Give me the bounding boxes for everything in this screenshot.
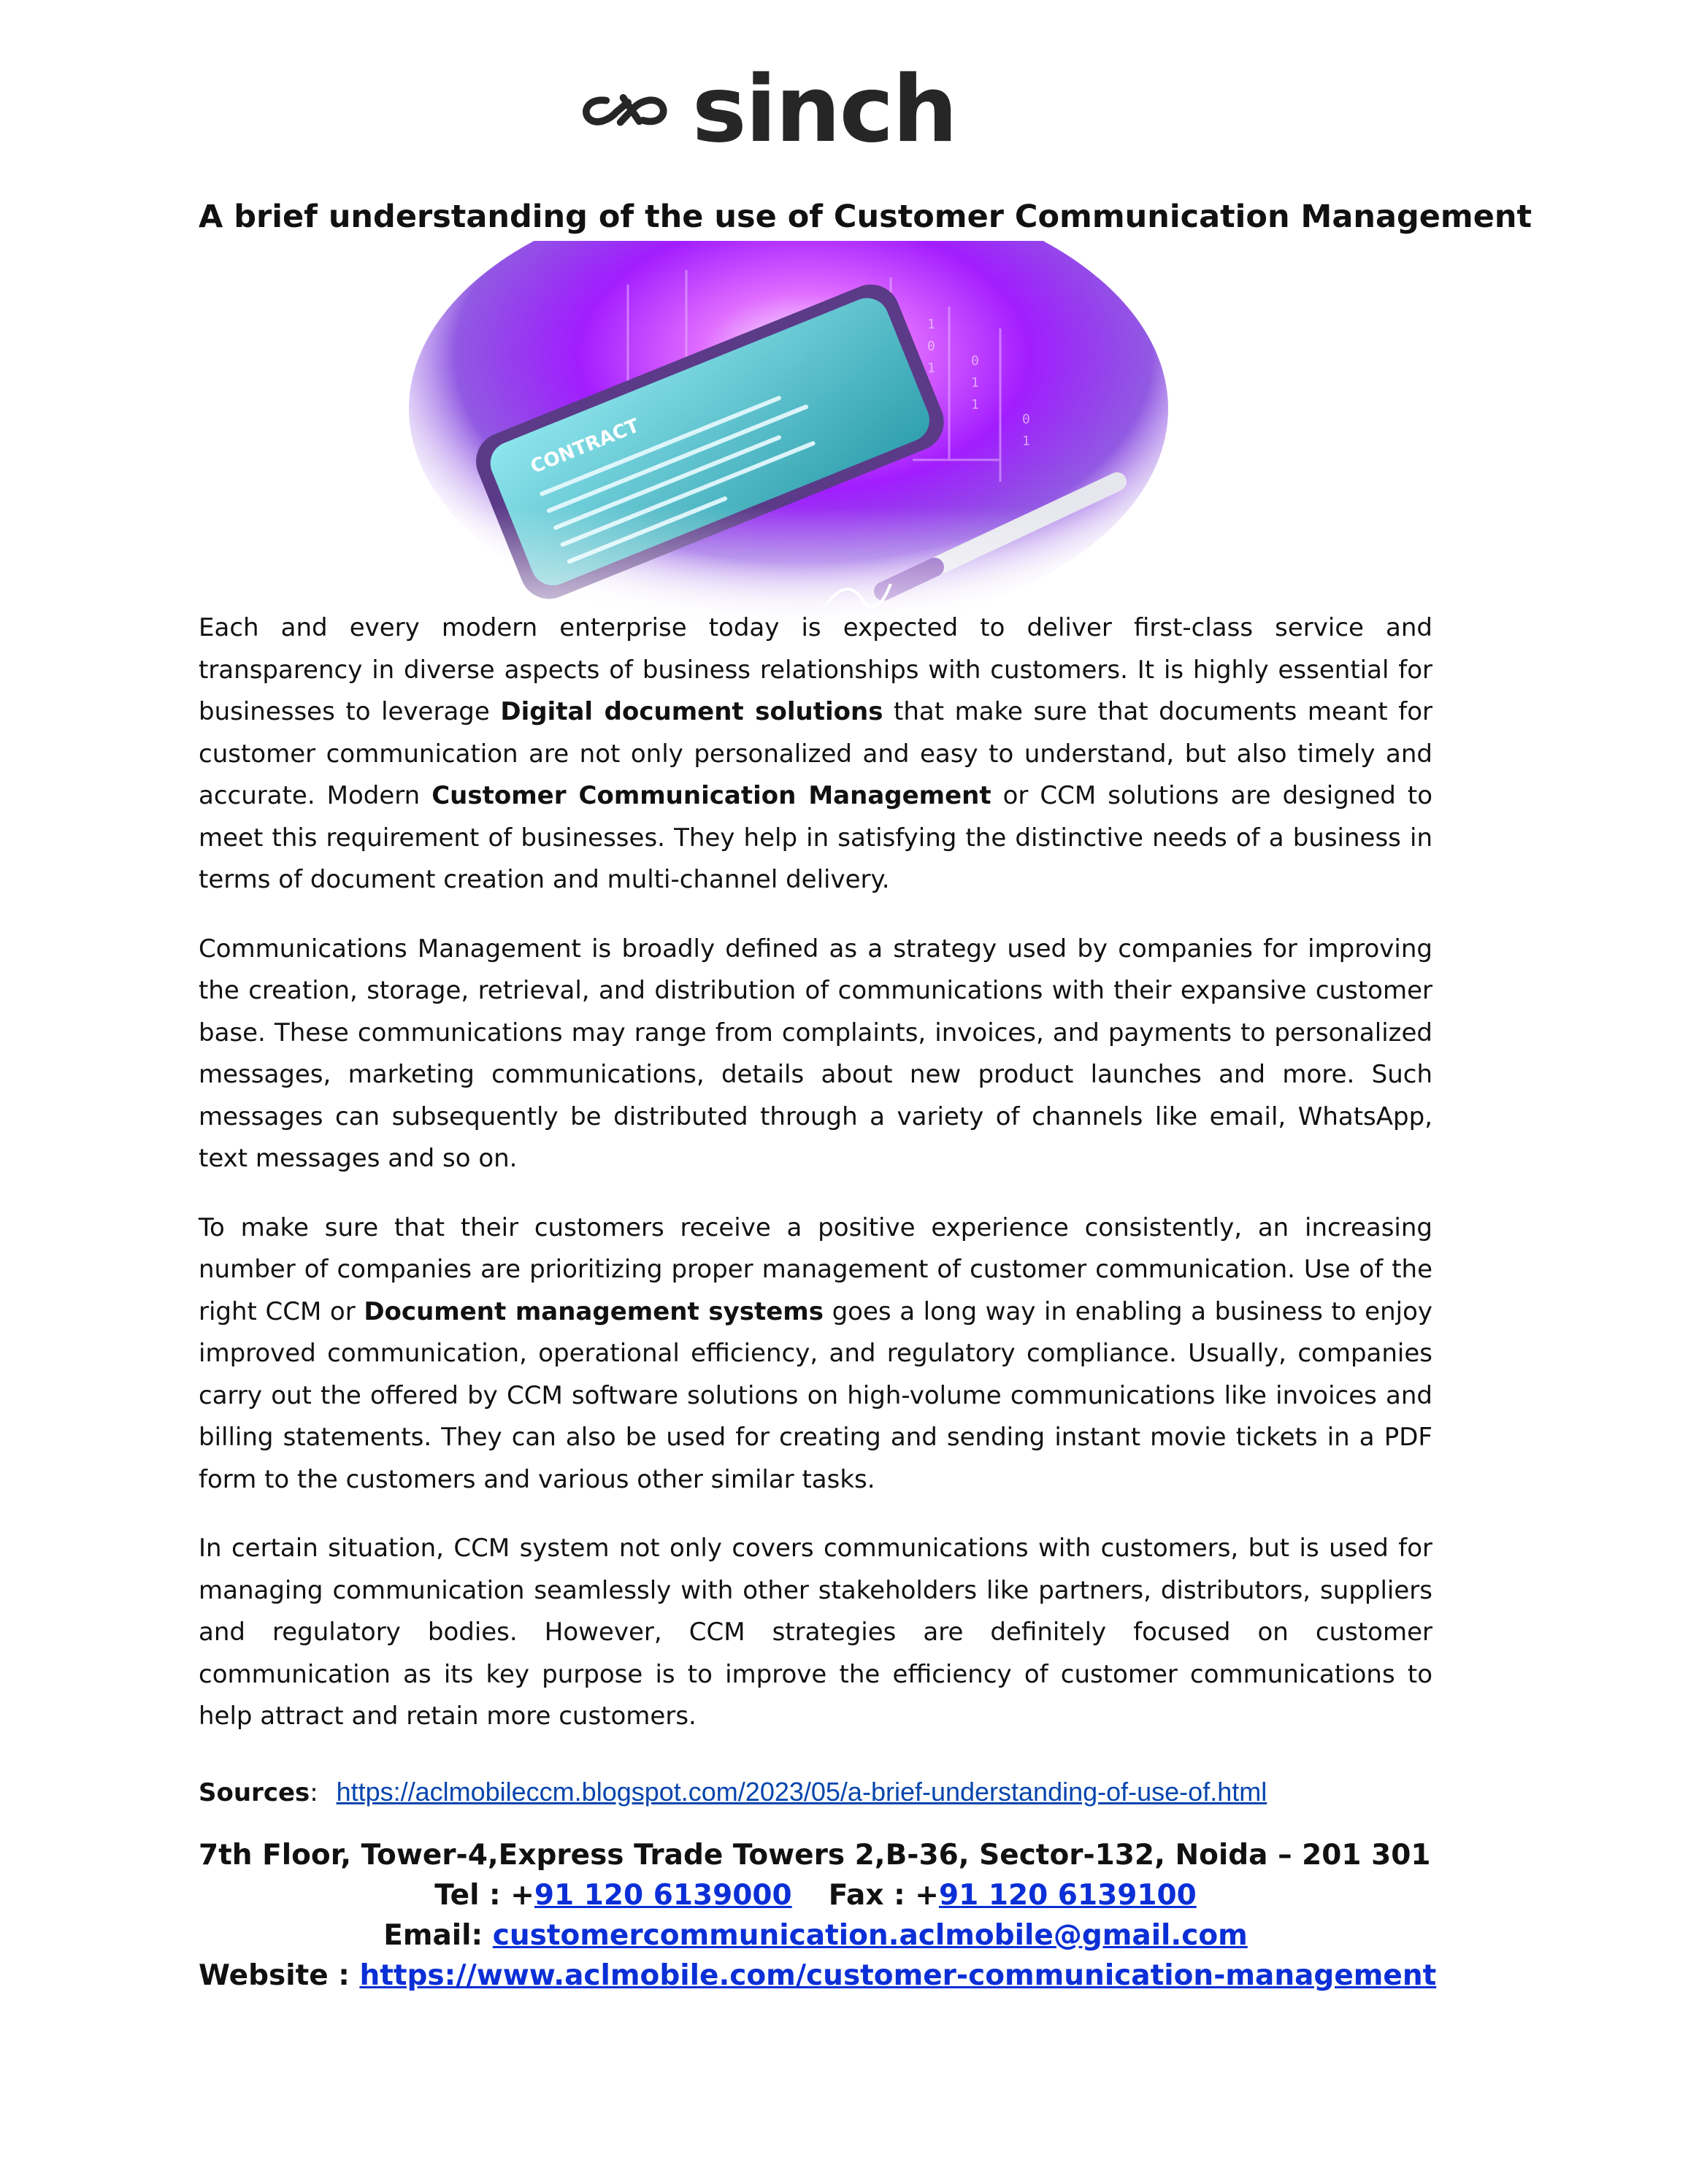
brand-wordmark: sinch bbox=[691, 55, 956, 163]
contact-footer bbox=[199, 1835, 1437, 1996]
sources-line: Sources: https://aclmobileccm.blogspot.com/2023/05/a-brief-understanding-of-use-of.html bbox=[199, 1777, 1267, 1807]
sources-label: Sources bbox=[199, 1778, 310, 1807]
paragraph-1: Each and every modern enterprise today is expected to deliver first-class service and transparency in diverse aspects of business relationships with customers. It is highly essential for businesses to leverage Digital document solutions that make sure that documents meant for customer communication are not only personalized and easy to understand, but also timely and accurate. Modern Customer Communication Management or CCM solutions are designed to meet this requirement of businesses. They help in satisfying the distinctive needs of a business in terms of document creation and multi-channel delivery. bbox=[199, 613, 1432, 894]
footer-address: 7th Floor, Tower-4,Express Trade Towers 2,B-36, Sector-132, Noida – 201 301 bbox=[199, 1839, 1431, 1872]
bold-term: Customer Communication Management bbox=[431, 781, 991, 810]
email-link[interactable]: customercommunication.aclmobile@gmail.com bbox=[492, 1919, 1248, 1952]
footer-phone-line: Tel : +91 120 6139000 Fax : +91 120 6139100 bbox=[434, 1879, 1197, 1912]
paragraph-4: In certain situation, CCM system not only covers communications with customers, but is used for managing communication seamlessly with other stakeholders like partners, distributors, suppliers and regulatory bodies. However, CCM strategies are definitely focused on customer communication as its key purpose is to improve the efficiency of customer communications to help attract and retain more customers. bbox=[199, 1534, 1432, 1731]
sinch-logo bbox=[577, 55, 956, 163]
footer-email-line: Email: customercommunication.aclmobile@gmail.com bbox=[383, 1919, 1248, 1952]
footer-website-line: Website : https://www.aclmobile.com/customer-communication-management bbox=[199, 1959, 1437, 1992]
contract-phone-illustration bbox=[380, 241, 1190, 650]
page-title: A brief understanding of the use of Customer Communication Management bbox=[199, 199, 1532, 235]
website-link[interactable]: https://www.aclmobile.com/customer-communication-management bbox=[359, 1959, 1437, 1992]
sinch-loop-icon bbox=[577, 77, 672, 142]
bold-term: Document management systems bbox=[364, 1296, 824, 1326]
fax-link[interactable]: 91 120 6139100 bbox=[938, 1879, 1197, 1912]
sources-link[interactable]: https://aclmobileccm.blogspot.com/2023/05/a-brief-understanding-of-use-of.html bbox=[336, 1777, 1267, 1807]
bold-term: Digital document solutions bbox=[500, 697, 883, 726]
article-body bbox=[199, 607, 1432, 1765]
tel-link[interactable]: 91 120 6139000 bbox=[534, 1879, 792, 1912]
paragraph-3: To make sure that their customers receive a positive experience consistently, an increasing number of companies are prioritizing proper management of customer communication. Use of the right CCM or Document management systems goes a long way in enabling a business to enjoy improved communication, operational efficiency, and regulatory compliance. Usually, companies carry out the offered by CCM software solutions on high-volume communications like invoices and billing statements. They can also be used for creating and sending instant movie tickets in a PDF form to the customers and various other similar tasks. bbox=[199, 1212, 1432, 1494]
paragraph-2: Communications Management is broadly defined as a strategy used by companies for improving the creation, storage, retrieval, and distribution of communications with their expansive customer base. These communications may range from complaints, invoices, and payments to personalized messages, marketing communications, details about new product launches and more. Such messages can subsequently be distributed through a variety of channels like email, WhatsApp, text messages and so on. bbox=[199, 934, 1432, 1173]
